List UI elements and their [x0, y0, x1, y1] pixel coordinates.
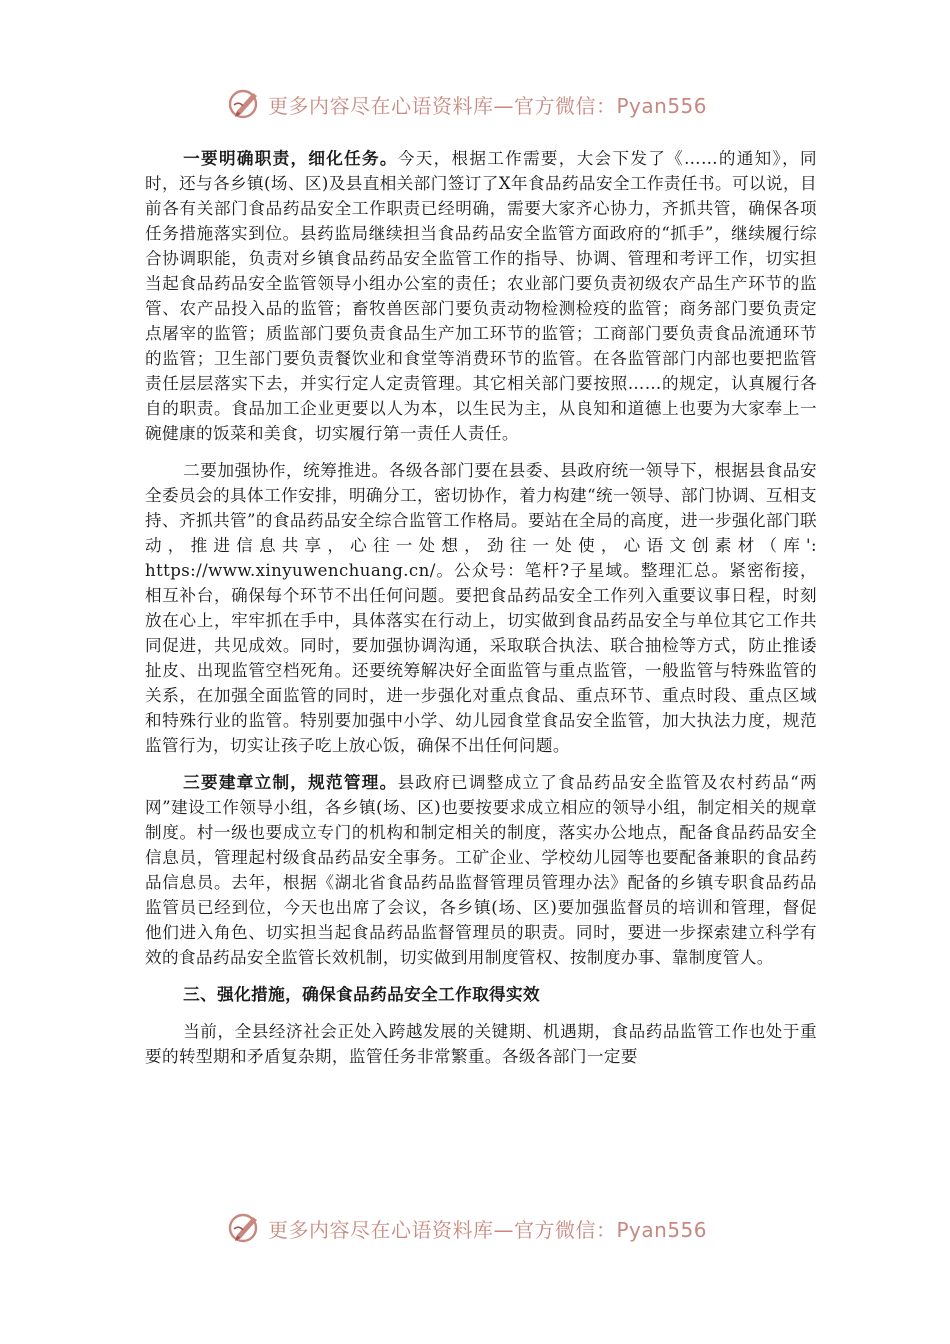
paragraph-1-lead: 一要明确职责，细化任务。: [183, 148, 398, 168]
pen-logo-icon: [228, 1211, 262, 1245]
document-body: [145, 146, 817, 1081]
footer-banner: [228, 1208, 748, 1248]
header-banner: [228, 84, 748, 124]
paragraph-1-text: 今天，根据工作需要，大会下发了《……的通知》，同时，还与各乡镇(场、区)及县直相关部门签订了X年食品药品安全工作责任书。可以说，目前各有关部门食品药品安全工作职责已经明确，需要大家齐心协力，齐抓共管，确保各项任务措施落实到位。县药监局继续担当食品药品安全监管方面政府的“抓手”，继续履行综合协调职能，负责对乡镇食品药品安全监管工作的指导、协调、管理和考评工作，切实担当起食品药品安全监管领导小组办公室的责任；农业部门要负责初级农产品生产环节的监管、农产品投入品的监管；畜牧兽医部门要负责动物检测检疫的监管；商务部门要负责定点屠宰的监管；质监部门要负责食品生产加工环节的监管；工商部门要负责食品流通环节的监管；卫生部门要负责餐饮业和食堂等消费环节的监管。在各监管部门内部也要把监管责任层层落实下去，并实行定人定责管理。其它相关部门要按照……的规定，认真履行各自的职责。食品加工企业更要以人为本，以生民为主，从良知和道德上也要为大家奉上一碗健康的饭菜和美食，切实履行第一责任人责任。: [145, 149, 817, 443]
banner-text: 更多内容尽在心语资料库—官方微信：Pyan556: [268, 93, 708, 118]
paragraph-2: [145, 458, 817, 758]
paragraph-3-text: 县政府已调整成立了食品药品安全监管及农村药品“两网”建设工作领导小组，各乡镇(场、区)也要按要求成立相应的领导小组，制定相关的规章制度。村一级也要成立专门的机构和制定相关的制度，落实办公地点，配备食品药品安全信息员，管理起村级食品药品安全事务。工矿企业、学校幼儿园等也要配备兼职的食品药品信息员。去年，根据《湖北省食品药品监督管理员管理办法》配备的乡镇专职食品药品监管员已经到位，今天也出席了会议，各乡镇(场、区)要加强监督员的培训和管理，督促他们进入角色、切实担当起食品药品监督管理员的职责。同时，要进一步探索建立科学有效的食品药品安全监管长效机制，切实做到用制度管权、按制度办事、靠制度管人。: [145, 773, 817, 967]
paragraph-2-text: 二要加强协作，统筹推进。各级各部门要在县委、县政府统一领导下，根据县食品安全委员会的具体工作安排，明确分工，密切协作，着力构建“统一领导、部门协调、互相支持、齐抓共管”的食品药品安全综合监管工作格局。要站在全局的高度，进一步强化部门联动，推进信息共享，心往一处想，劲往一处使，心语文创素材（库': https://www.xinyuwenchuang.cn/。公众号：笔杆?子星域。整理汇总。紧密衔接，相互补台，确保每个环节不出任何问题。要把食品药品安全工作列入重要议事日程，时刻放在心上，牢牢抓在手中，具体落实在行动上，切实做到食品药品安全与单位其它工作共同促进，共见成效。同时，要加强协调沟通，采取联合执法、联合抽检等方式，防止推诿扯皮、出现监管空档死角。还要统筹解决好全面监管与重点监管，一般监管与特殊监管的关系，在加强全面监管的同时，进一步强化对重点食品、重点环节、重点时段、重点区域和特殊行业的监管。特别要加强中小学、幼儿园食堂食品安全监管，加大执法力度，规范监管行为，切实让孩子吃上放心饭，确保不出任何问题。: [145, 461, 817, 755]
section-heading: 三、强化措施，确保食品药品安全工作取得实效: [183, 984, 541, 1004]
pen-logo-icon: [228, 87, 262, 121]
paragraph-3-lead: 三要建章立制，规范管理。: [183, 772, 398, 792]
paragraph-1: [145, 146, 817, 446]
paragraph-3: [145, 770, 817, 970]
closing-paragraph: 当前，全县经济社会正处入跨越发展的关键期、机遇期，食品药品监管工作也处于重要的转型期和矛盾复杂期，监管任务非常繁重。各级各部门一定要: [145, 1022, 817, 1066]
banner-text: 更多内容尽在心语资料库—官方微信：Pyan556: [268, 1217, 708, 1242]
